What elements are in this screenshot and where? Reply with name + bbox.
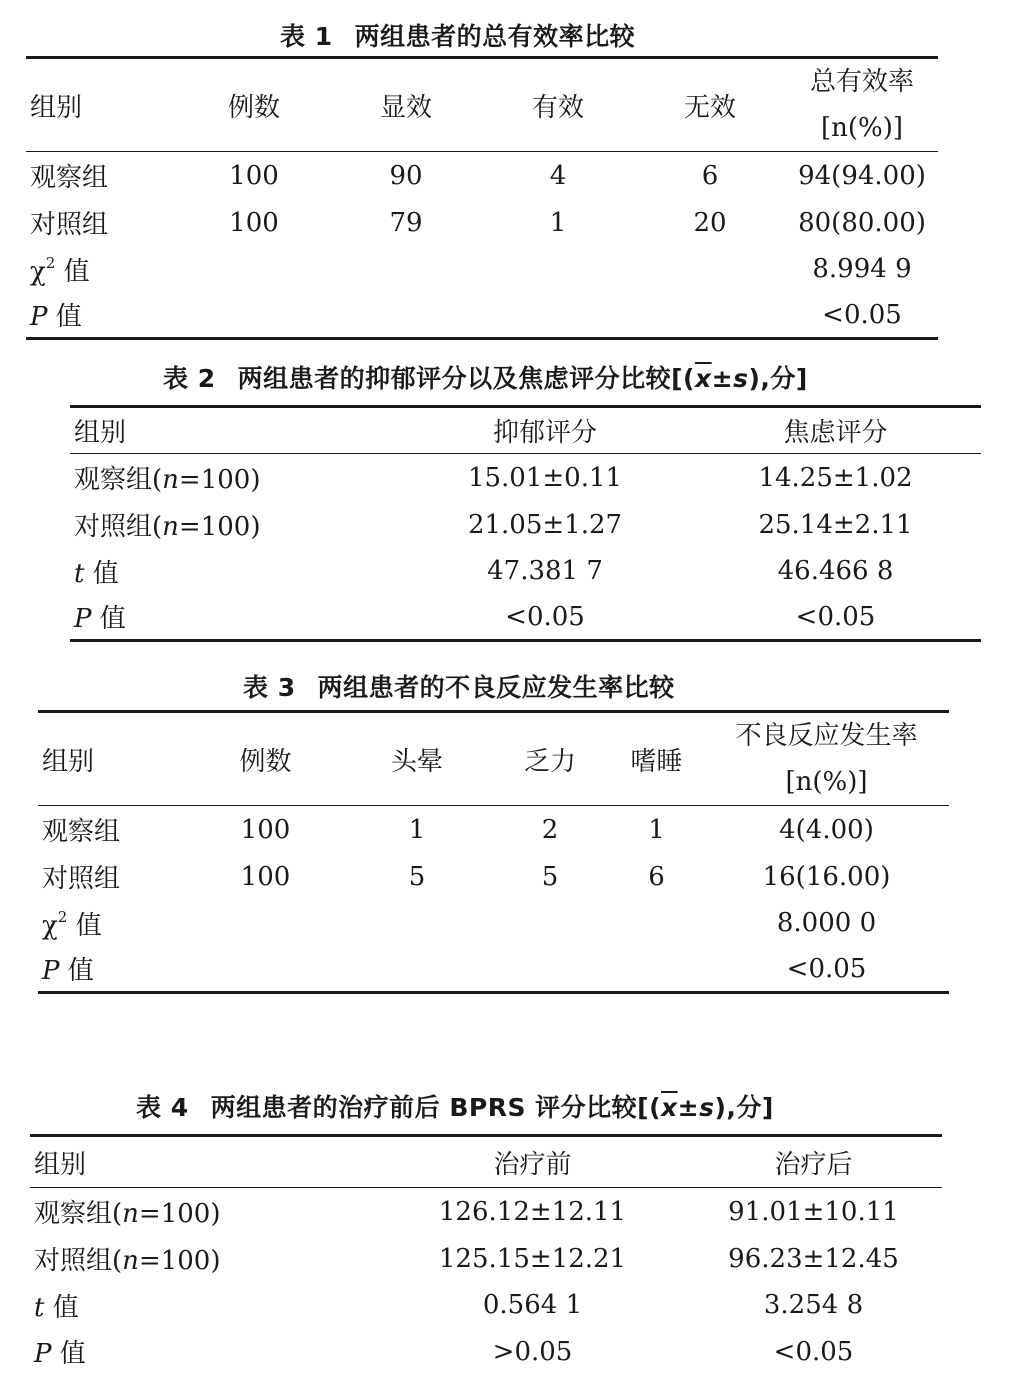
group-name: 对照组( bbox=[34, 1246, 123, 1276]
table-cell: 100 bbox=[229, 160, 279, 191]
table-cell: 6 bbox=[701, 160, 719, 191]
table1-caption bbox=[280, 22, 635, 52]
table-cell: 观察组 bbox=[30, 163, 109, 194]
stat-label-p bbox=[26, 293, 178, 339]
pm-symbol: ± bbox=[711, 364, 734, 393]
table-cell: 91.01±10.11 bbox=[728, 1196, 899, 1227]
xbar-symbol: $\overline{x}$ bbox=[694, 364, 712, 393]
table1-header-cell: 组别 bbox=[30, 92, 83, 123]
table3-body bbox=[38, 806, 949, 993]
table-cell: 47.381 7 bbox=[487, 556, 603, 586]
table4-caption-tail: ),分] bbox=[714, 1093, 774, 1122]
t-symbol: t bbox=[74, 558, 85, 589]
table-cell: <0.05 bbox=[773, 1336, 854, 1367]
table1-header-cell: 例数 bbox=[227, 92, 280, 123]
table4 bbox=[30, 1134, 942, 1375]
table-cell: 94(94.00) bbox=[798, 160, 926, 191]
stat-label-text: 值 bbox=[47, 302, 82, 333]
table1-header-cell: 无效 bbox=[683, 92, 736, 123]
stat-label-t bbox=[70, 548, 400, 595]
p-symbol: P bbox=[30, 302, 48, 333]
p-symbol: P bbox=[34, 1339, 52, 1369]
table2-caption-tail: ),分] bbox=[748, 364, 808, 393]
table-cell: 96.23±12.45 bbox=[728, 1243, 899, 1274]
n-symbol: n bbox=[162, 512, 179, 542]
table1-header bbox=[26, 58, 938, 152]
chi-superscript: 2 bbox=[45, 253, 56, 272]
table1-rate-unit: [n(%)] bbox=[820, 113, 904, 143]
stat-label-text: 值 bbox=[84, 558, 119, 589]
table-cell: 90 bbox=[389, 160, 423, 191]
stat-label-text: 值 bbox=[91, 604, 126, 635]
table3 bbox=[38, 710, 949, 994]
table-row bbox=[30, 1188, 942, 1236]
table-cell: 2 bbox=[541, 814, 559, 845]
stat-label-chi2 bbox=[26, 246, 178, 293]
table3-rate-unit: [n(%)] bbox=[785, 767, 868, 797]
stat-label-p bbox=[30, 1329, 380, 1375]
stat-label-p bbox=[70, 595, 400, 641]
n-symbol: n bbox=[122, 1199, 139, 1230]
group-count: =100) bbox=[138, 1246, 221, 1276]
table1-caption-title: 两组患者的总有效率比较 bbox=[354, 22, 636, 51]
table-cell: 5 bbox=[408, 861, 426, 892]
chi-symbol: χ bbox=[30, 256, 46, 287]
table-cell: 15.01±0.11 bbox=[467, 462, 623, 493]
group-cell bbox=[70, 502, 400, 548]
table-cell: 14.25±1.02 bbox=[758, 462, 913, 493]
table3-header-row bbox=[38, 712, 949, 806]
s-symbol: s bbox=[733, 364, 749, 393]
table-cell: 0.564 1 bbox=[482, 1290, 583, 1320]
table-cell: 126.12±12.11 bbox=[438, 1196, 627, 1227]
table1-rate-label: 总有效率 bbox=[809, 67, 914, 97]
table-row bbox=[26, 200, 938, 246]
table-cell: 8.994 9 bbox=[812, 254, 912, 284]
table-cell: >0.05 bbox=[492, 1336, 573, 1367]
table4-caption-title: 两组患者的治疗前后 BPRS 评分比较[( bbox=[210, 1093, 662, 1122]
table2-header-cell: 焦虑评分 bbox=[783, 418, 888, 448]
table-cell: 100 bbox=[240, 814, 291, 845]
group-count: =100) bbox=[178, 512, 261, 542]
stat-label-text: 值 bbox=[51, 1339, 86, 1369]
table-cell: 21.05±1.27 bbox=[467, 509, 623, 540]
table-cell: 125.15±12.21 bbox=[438, 1243, 627, 1274]
p-symbol: P bbox=[42, 956, 60, 987]
table-row bbox=[38, 806, 949, 854]
stat-label-t bbox=[30, 1282, 380, 1329]
table4-body bbox=[30, 1188, 942, 1375]
n-symbol: n bbox=[162, 465, 179, 496]
pm-symbol: ± bbox=[677, 1093, 700, 1122]
table3-rate-label: 不良反应发生率 bbox=[735, 721, 918, 751]
table-cell: 5 bbox=[541, 861, 559, 892]
table-cell: 3.254 8 bbox=[763, 1290, 864, 1320]
table-row bbox=[70, 548, 981, 595]
table-row bbox=[38, 947, 949, 993]
table-cell: <0.05 bbox=[795, 601, 876, 632]
table-cell: 对照组 bbox=[42, 864, 121, 894]
group-name: 观察组( bbox=[74, 465, 163, 496]
table4-header-cell: 治疗后 bbox=[774, 1149, 853, 1180]
table-cell: 20 bbox=[693, 207, 727, 238]
table2 bbox=[70, 405, 981, 642]
table3-caption bbox=[243, 673, 675, 703]
table3-header-cell: 乏力 bbox=[523, 746, 576, 777]
table2-header bbox=[70, 407, 981, 454]
table2-caption-number: 表 2 bbox=[163, 364, 216, 393]
table-row bbox=[30, 1236, 942, 1282]
table-cell: 1 bbox=[648, 814, 665, 845]
table-cell: 79 bbox=[389, 207, 423, 238]
table-row bbox=[26, 246, 938, 293]
table1-header-cell: 显效 bbox=[379, 92, 432, 123]
stat-label-text: 值 bbox=[59, 956, 94, 987]
table-cell: 25.14±2.11 bbox=[758, 509, 913, 540]
table-cell: <0.05 bbox=[822, 299, 902, 330]
table1 bbox=[26, 56, 938, 340]
table3-header-cell: 嗜睡 bbox=[630, 746, 683, 777]
table3-header-cell: 组别 bbox=[42, 746, 95, 777]
table4-header-cell: 组别 bbox=[34, 1149, 87, 1180]
table1-header-row bbox=[26, 58, 938, 152]
table3-caption-title: 两组患者的不良反应发生率比较 bbox=[317, 673, 675, 702]
table1-header-cell: 有效 bbox=[531, 92, 584, 123]
stat-label-chi2 bbox=[38, 900, 188, 947]
table4-caption bbox=[136, 1093, 774, 1123]
stat-label-text: 值 bbox=[55, 256, 90, 287]
table2-body bbox=[70, 454, 981, 641]
group-cell bbox=[30, 1188, 380, 1236]
table3-header-cell: 头晕 bbox=[390, 746, 443, 777]
table1-body bbox=[26, 152, 938, 339]
stat-label-text: 值 bbox=[67, 910, 102, 941]
table-row bbox=[26, 293, 938, 339]
table-row bbox=[38, 854, 949, 900]
table2-caption-title: 两组患者的抑郁评分以及焦虑评分比较[( bbox=[237, 364, 695, 393]
table2-header-row bbox=[70, 407, 981, 454]
table-row bbox=[38, 900, 949, 947]
table4-caption-number: 表 4 bbox=[136, 1093, 189, 1122]
table-cell: 6 bbox=[648, 861, 665, 892]
table4-header-cell: 治疗前 bbox=[493, 1149, 572, 1180]
table3-header-cell: 例数 bbox=[239, 746, 292, 777]
table-cell: 4(4.00) bbox=[779, 814, 874, 845]
table4-header-row bbox=[30, 1136, 942, 1188]
table1-caption-number: 表 1 bbox=[280, 22, 333, 51]
table-cell: 100 bbox=[240, 861, 291, 892]
group-name: 对照组( bbox=[74, 512, 163, 542]
table-row bbox=[70, 454, 981, 502]
stat-label-p bbox=[38, 947, 188, 993]
table3-header bbox=[38, 712, 949, 806]
table-cell: 1 bbox=[549, 207, 567, 238]
table-cell: 对照组 bbox=[30, 210, 109, 240]
table-cell: 16(16.00) bbox=[762, 861, 891, 892]
table-cell: 1 bbox=[408, 814, 426, 845]
table-cell: <0.05 bbox=[786, 953, 867, 984]
p-symbol: P bbox=[74, 604, 92, 635]
table3-header-cell-rate bbox=[704, 712, 949, 806]
s-symbol: s bbox=[699, 1093, 715, 1122]
n-symbol: n bbox=[122, 1246, 139, 1276]
table-cell: 100 bbox=[229, 207, 279, 238]
group-count: =100) bbox=[178, 465, 261, 496]
table-cell: 80(80.00) bbox=[798, 207, 926, 238]
t-symbol: t bbox=[34, 1292, 45, 1323]
table-cell: <0.05 bbox=[505, 601, 585, 632]
table2-header-cell: 抑郁评分 bbox=[492, 418, 597, 448]
chi-symbol: χ bbox=[42, 910, 58, 941]
group-name: 观察组( bbox=[34, 1199, 123, 1230]
stat-label-text: 值 bbox=[44, 1292, 79, 1323]
xbar-symbol: $\overline{x}$ bbox=[661, 1093, 678, 1122]
group-cell bbox=[30, 1236, 380, 1282]
table3-caption-number: 表 3 bbox=[243, 673, 296, 702]
group-cell bbox=[70, 454, 400, 502]
table4-header bbox=[30, 1136, 942, 1188]
chi-superscript: 2 bbox=[57, 907, 68, 926]
table-cell: 8.000 0 bbox=[776, 908, 877, 938]
table-row bbox=[26, 152, 938, 200]
table2-header-cell: 组别 bbox=[74, 418, 127, 448]
table-row bbox=[70, 502, 981, 548]
table-row bbox=[30, 1329, 942, 1375]
table2-caption bbox=[163, 364, 808, 394]
table-row bbox=[30, 1282, 942, 1329]
table-row bbox=[70, 595, 981, 641]
table-cell: 观察组 bbox=[42, 817, 121, 848]
table-cell: 4 bbox=[549, 160, 567, 191]
table1-header-cell-rate bbox=[786, 58, 938, 152]
group-count: =100) bbox=[138, 1199, 221, 1230]
table-cell: 46.466 8 bbox=[777, 556, 894, 586]
